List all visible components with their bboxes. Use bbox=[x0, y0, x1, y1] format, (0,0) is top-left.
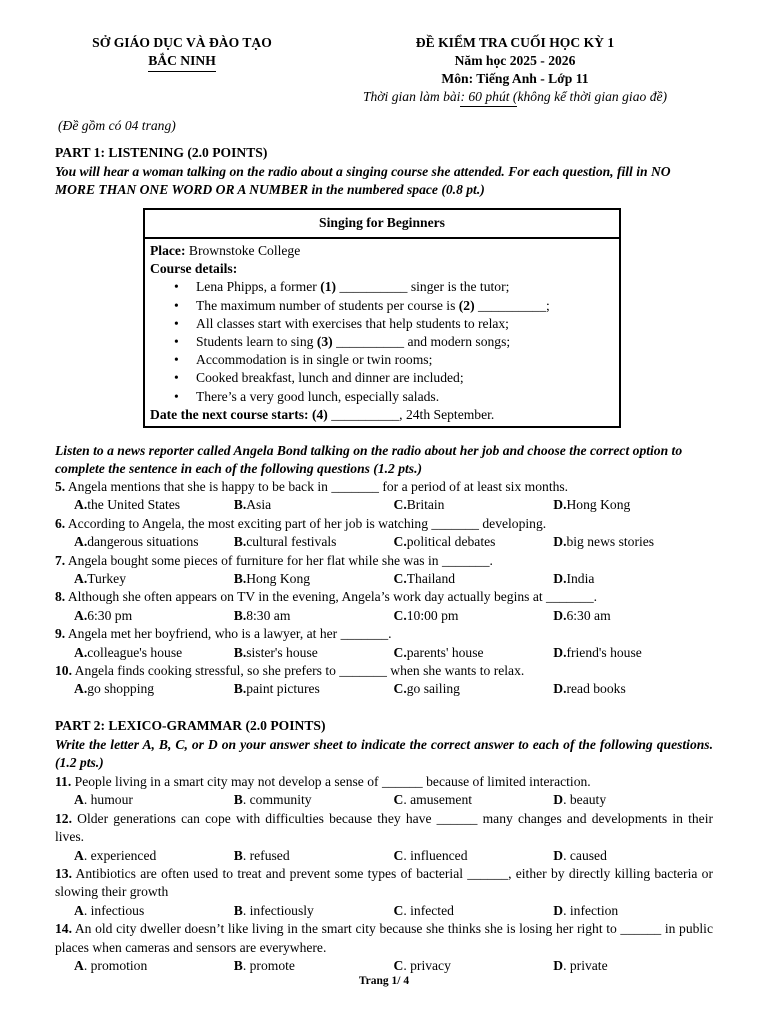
part2-instruction: Write the letter A, B, C, or D on your answer sheet to indicate the correct answer to each of the following questions. (1.2 pts.) bbox=[55, 737, 713, 771]
question: 11. People living in a smart city may not develop a sense of ______ because of limited interaction. bbox=[55, 774, 591, 789]
option-b: B. refused bbox=[233, 847, 290, 863]
option-c: C. influenced bbox=[393, 847, 468, 863]
question: 9. Angela met her boyfriend, who is a lawyer, at her _______. bbox=[55, 626, 392, 642]
option-b: B. infectiously bbox=[233, 902, 314, 918]
part1-title: PART 1: LISTENING (2.0 POINTS) bbox=[55, 145, 268, 160]
option-c: C.go sailing bbox=[393, 681, 460, 697]
option-c: C.political debates bbox=[393, 534, 496, 550]
answer-options bbox=[55, 607, 713, 625]
pages-note: (Đề gồm có 04 trang) bbox=[58, 118, 176, 133]
option-a: A. infectious bbox=[74, 902, 145, 918]
option-a: A.the United States bbox=[74, 497, 181, 513]
option-d: D. beauty bbox=[553, 792, 607, 808]
option-c: C.parents' house bbox=[393, 644, 484, 660]
part2-questions bbox=[55, 773, 713, 975]
place-line: Place: Brownstoke College bbox=[150, 243, 301, 258]
answer-options bbox=[55, 680, 713, 698]
option-d: D.friend's house bbox=[553, 644, 642, 660]
box-title: Singing for Beginners bbox=[145, 210, 619, 239]
option-a: A.6:30 pm bbox=[74, 607, 133, 623]
option-b: B.paint pictures bbox=[233, 681, 320, 697]
option-b: B. promote bbox=[233, 958, 295, 974]
option-b: B.sister's house bbox=[233, 644, 318, 660]
option-c: C.Britain bbox=[393, 497, 445, 513]
list-item: • All classes start with exercises that help students to relax; bbox=[196, 315, 614, 333]
department-header bbox=[60, 34, 304, 72]
part2-title: PART 2: LEXICO-GRAMMAR (2.0 POINTS) bbox=[55, 718, 326, 733]
option-a: A.dangerous situations bbox=[74, 534, 199, 550]
exam-title: ĐỀ KIỂM TRA CUỐI HỌC KỲ 1 bbox=[415, 35, 615, 50]
option-a: A. experienced bbox=[74, 847, 157, 863]
option-a: A.Turkey bbox=[74, 571, 126, 587]
option-b: B.cultural festivals bbox=[233, 534, 337, 550]
school-year: Năm học 2025 - 2026 bbox=[454, 53, 576, 68]
option-c: C. infected bbox=[393, 902, 454, 918]
part1-instruction: You will hear a woman talking on the radio about a singing course she attended. For each question, fill in NO MORE THAN ONE WORD OR A NUMBER in the numbered space (0.8 pt.) bbox=[55, 164, 671, 198]
answer-options bbox=[55, 902, 713, 920]
question: 13. Antibiotics are often used to treat and prevent some types of bacterial ______, either by directly killing bacteria or slowing their growth bbox=[55, 866, 713, 900]
list-item: • The maximum number of students per course is (2) __________; bbox=[196, 297, 614, 315]
question: 14. An old city dweller doesn’t like living in the smart city because she thinks she is losing her right to ______ in public places when cameras and sensors are everywhere. bbox=[55, 921, 713, 955]
answer-options bbox=[55, 847, 713, 865]
department-name: SỞ GIÁO DỤC VÀ ĐÀO TẠO bbox=[92, 35, 272, 50]
question: 10. Angela finds cooking stressful, so she prefers to _______ when she wants to relax. bbox=[55, 663, 525, 679]
answer-options bbox=[55, 791, 713, 809]
option-a: A.colleague's house bbox=[74, 644, 183, 660]
list-item: • Students learn to sing (3) __________ and modern songs; bbox=[196, 333, 614, 351]
option-a: A. promotion bbox=[74, 958, 148, 974]
list-item: • Accommodation is in single or twin rooms; bbox=[196, 351, 614, 369]
answer-options bbox=[55, 533, 713, 551]
answer-options bbox=[55, 644, 713, 662]
option-d: D.big news stories bbox=[553, 534, 655, 550]
answer-options bbox=[55, 957, 713, 975]
option-d: D.India bbox=[553, 571, 595, 587]
part1-instruction-2: Listen to a news reporter called Angela Bond talking on the radio about her job and choose the correct option to complete the sentence in each of the following questions (1.2 pts.) bbox=[55, 443, 683, 477]
answer-options bbox=[55, 570, 713, 588]
question: 8. Although she often appears on TV in the evening, Angela’s work day actually begins at _______. bbox=[55, 589, 598, 605]
option-d: D. caused bbox=[553, 847, 607, 863]
option-c: C. privacy bbox=[393, 958, 451, 974]
option-d: D. private bbox=[553, 958, 608, 974]
option-d: D. infection bbox=[553, 902, 619, 918]
course-details-list bbox=[150, 278, 614, 405]
option-b: B.8:30 am bbox=[233, 607, 291, 623]
question: 7. Angela bought some pieces of furniture for her flat while she was in _______. bbox=[55, 552, 493, 568]
singing-course-box bbox=[143, 208, 621, 428]
option-c: C.10:00 pm bbox=[393, 607, 459, 623]
part1-questions bbox=[55, 478, 713, 699]
option-b: B.Hong Kong bbox=[233, 571, 311, 587]
option-b: B.Asia bbox=[233, 497, 272, 513]
option-c: C. amusement bbox=[393, 792, 473, 808]
option-a: A. humour bbox=[74, 792, 133, 808]
question: 12. Older generations can cope with difficulties because they have ______ many changes and developments in their lives. bbox=[55, 810, 713, 845]
option-b: B. community bbox=[233, 792, 312, 808]
list-item: • Cooked breakfast, lunch and dinner are included; bbox=[196, 369, 614, 387]
list-item: • There’s a very good lunch, especially salads. bbox=[196, 388, 614, 406]
answer-options bbox=[55, 496, 713, 514]
page-number: Trang 1/ 4 bbox=[358, 975, 410, 987]
course-start-date: Date the next course starts: (4) __________, 24th September. bbox=[150, 406, 495, 422]
option-d: D.Hong Kong bbox=[553, 497, 631, 513]
exam-header bbox=[300, 34, 730, 106]
list-item: • Lena Phipps, a former (1) __________ singer is the tutor; bbox=[196, 278, 614, 296]
subject-line: Môn: Tiếng Anh - Lớp 11 bbox=[441, 71, 589, 86]
province-name: BẮC NINH bbox=[148, 52, 216, 72]
question: 5. Angela mentions that she is happy to be back in _______ for a period of at least six months. bbox=[55, 479, 569, 494]
option-c: C.Thailand bbox=[393, 571, 456, 587]
question: 6. According to Angela, the most exciting part of her job is watching _______ developing. bbox=[55, 515, 547, 531]
course-details-label: Course details: bbox=[150, 261, 238, 277]
option-a: A.go shopping bbox=[74, 681, 155, 697]
time-allowed: Thời gian làm bài: 60 phút (không kể thời gian giao đề) bbox=[300, 88, 730, 106]
option-d: D.6:30 am bbox=[553, 607, 611, 623]
option-d: D.read books bbox=[553, 681, 626, 697]
